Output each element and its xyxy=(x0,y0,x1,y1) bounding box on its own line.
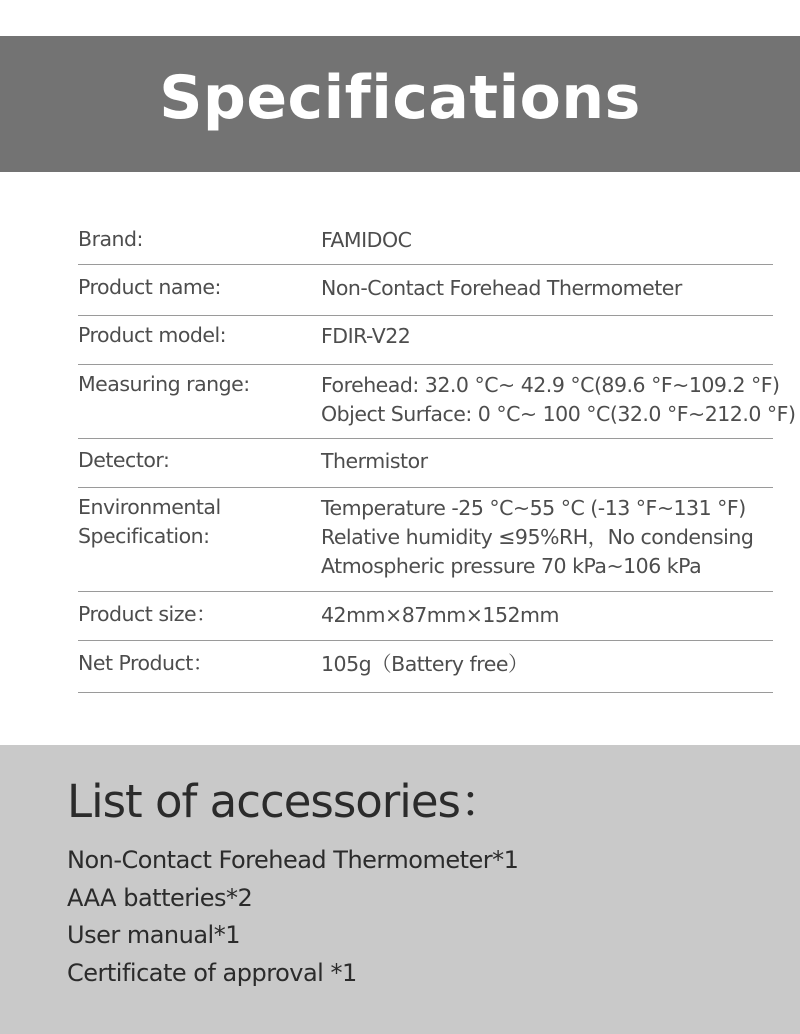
spec-label xyxy=(78,439,321,487)
list-item: Non-Contact Forehead Thermometer*1 xyxy=(67,846,519,874)
spec-value xyxy=(321,265,773,315)
spec-label xyxy=(78,316,321,364)
spec-label xyxy=(78,365,321,438)
spec-row-product-size xyxy=(78,592,773,641)
spec-label-line: Product name: xyxy=(78,275,221,299)
spec-value xyxy=(321,641,773,692)
spec-label-line: Product size： xyxy=(78,602,217,626)
spec-row-product-model xyxy=(78,316,773,365)
spec-value xyxy=(321,216,773,264)
spec-label-line: Product model: xyxy=(78,323,227,347)
accessories-section xyxy=(0,745,800,1034)
spec-row-measuring-range xyxy=(78,365,796,439)
spec-label xyxy=(78,216,321,264)
spec-value xyxy=(321,365,795,438)
spec-value-line: FAMIDOC xyxy=(321,228,412,252)
spec-row-detector xyxy=(78,439,773,488)
spec-value-line: Object Surface: 0 °C~ 100 °C(32.0 °F~212.0 °F) xyxy=(321,402,796,426)
spec-value-line: 105g（Battery free） xyxy=(321,652,528,676)
list-item: User manual*1 xyxy=(67,921,240,949)
spec-label xyxy=(78,488,321,591)
spec-value-line: Atmospheric pressure 70 kPa~106 kPa xyxy=(321,554,702,578)
spec-value xyxy=(321,592,773,640)
spec-label-line: Brand: xyxy=(78,227,143,251)
spec-label-line: Net Product： xyxy=(78,651,213,675)
spec-value-line: Forehead: 32.0 °C~ 42.9 °C(89.6 °F~109.2 °F) xyxy=(321,373,780,397)
spec-value xyxy=(321,439,773,487)
spec-label xyxy=(78,641,321,692)
spec-label-line: Environmental xyxy=(78,495,221,519)
page-title: Specifications xyxy=(159,63,641,133)
spec-value xyxy=(321,316,773,364)
spec-row-product-name xyxy=(78,265,773,316)
spec-row-net-product xyxy=(78,641,773,693)
spec-value xyxy=(321,488,773,591)
spec-value-line: 42mm×87mm×152mm xyxy=(321,603,559,627)
spec-value-line: FDIR-V22 xyxy=(321,324,411,348)
spec-value-line: Temperature -25 °C~55 °C (-13 °F~131 °F) xyxy=(321,496,746,520)
header-band xyxy=(0,36,800,172)
list-item: Certificate of approval *1 xyxy=(67,958,357,987)
spec-label-line: Detector: xyxy=(78,448,170,472)
spec-table xyxy=(78,216,796,693)
spec-row-environmental-specification xyxy=(78,488,773,592)
spec-value-line: Relative humidity ≤95%RH，No condensing xyxy=(321,525,754,549)
accessories-list xyxy=(67,842,518,992)
spec-value-line: Non-Contact Forehead Thermometer xyxy=(321,276,682,300)
spec-row-brand xyxy=(78,216,773,265)
spec-label xyxy=(78,265,321,315)
spec-value-line: Thermistor xyxy=(321,449,428,473)
spec-label-line: Measuring range: xyxy=(78,372,250,396)
spec-label-line: Specification: xyxy=(78,524,210,548)
spec-label xyxy=(78,592,321,640)
list-item: AAA batteries*2 xyxy=(67,883,253,912)
accessories-title: List of accessories： xyxy=(67,775,504,828)
